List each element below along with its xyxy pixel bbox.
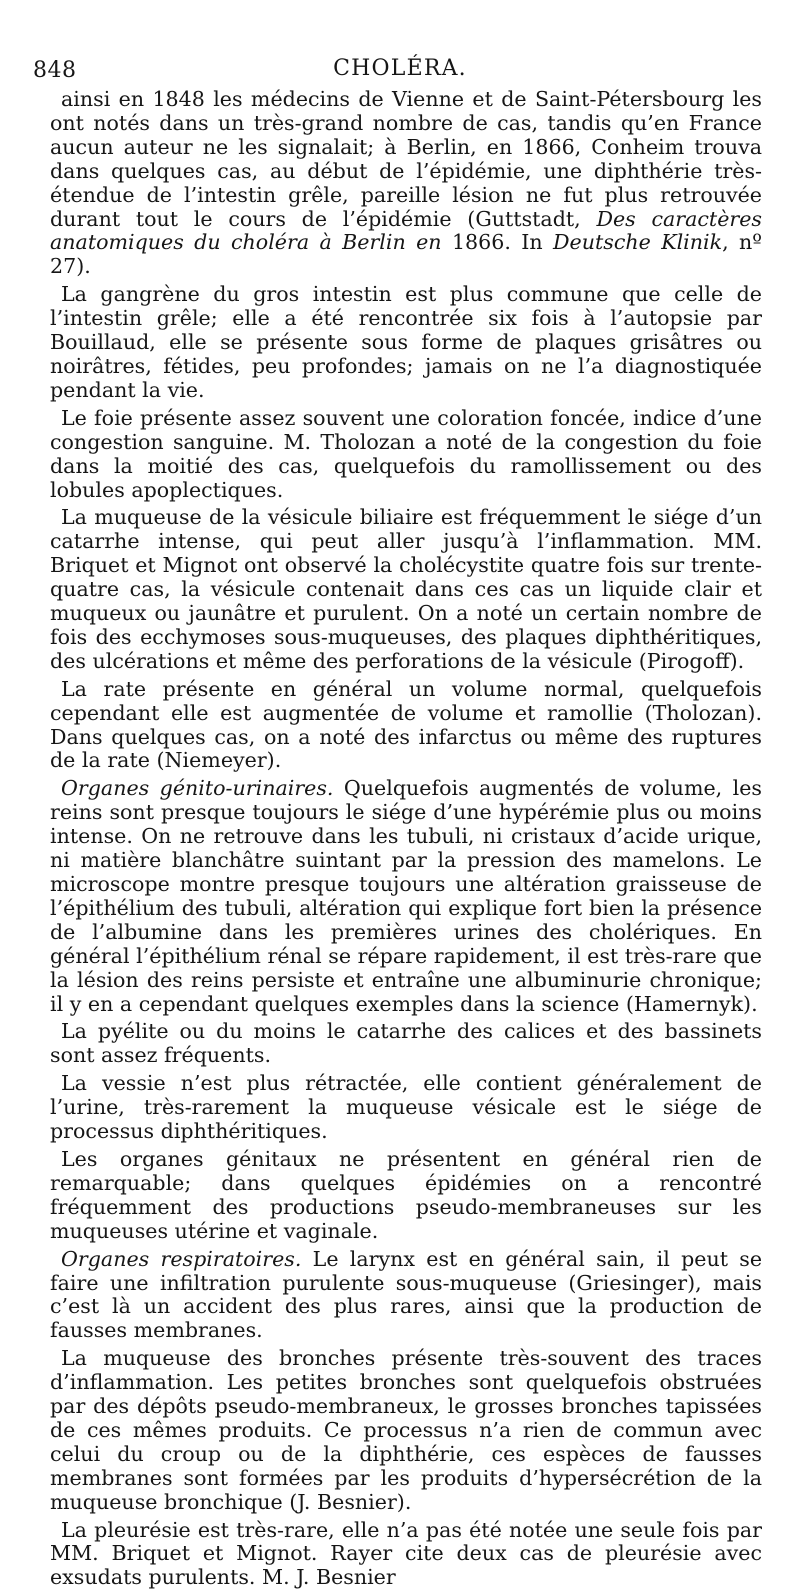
italic-reference: Des caractères anatomiques du choléra à Berlin en: [50, 206, 762, 255]
paragraph: [50, 1347, 762, 1514]
paragraph: [50, 407, 762, 503]
paragraph: [50, 1519, 762, 1591]
paragraph-text: Le larynx est en général sain, il peut se faire une infiltration purulente sous-muqueuse (Griesinger), mais c’est là un accident des plus rares, ainsi que la production de fausses membranes.: [50, 1246, 763, 1343]
paragraph-text: La muqueuse de la vésicule biliaire est fréquemment le siége d’un catarrhe intense, qui peut aller jusqu’à l’inflammation. MM. Briquet et Mignot ont observé la cholécystite quatre fois sur trente-quatre cas, la vésicule contenait dans ces cas un liquide clair et muqueux ou jaunâtre et purulent. On a noté un certain nombre de fois des ecchymoses sous-muqueuses, des plaques diphthéritiques, des ulcérations et même des perforations de la vésicule (Pirogoff).: [50, 505, 762, 673]
paragraph-text: La muqueuse des bronches présente très-souvent des traces d’inflammation. Les petites bronches sont quelquefois obstruées par des dépôts pseudo-membraneux, le grosses bronches tapissées de ces mêmes produits. Ce processus n’a rien de commun avec celui du croup ou de la diphthérie, ces espèces de fausses membranes sont formées par les produits d’hypersécrétion de la muqueuse bronchique (J. Besnier).: [50, 1346, 762, 1514]
paragraph: [50, 777, 762, 1016]
paragraph: [50, 1072, 762, 1144]
body-text: [50, 88, 762, 1594]
paragraph-text: Quelquefois augmentés de volume, les reins sont presque toujours le siége d’une hypérémie plus ou moins intense. On ne retrouve dans les tubuli, ni cristaux d’acide urique, ni matière blanchâtre suintant par la pression des mamelons. Le microscope montre presque toujours une altération graisseuse de l’épithélium des tubuli, altération qui explique fort bien la présence de l’albumine dans les premières urines des cholériques. En général l’épithélium rénal se répare rapidement, il est très-rare que la lésion des reins persiste et entraîne une albuminurie chronique; il y en a cependant quelques exemples dans la science (Hamernyk).: [50, 776, 762, 1016]
paragraph-text: ainsi en 1848 les médecins de Vienne et de Saint-Pétersbourg les ont notés dans un très-grand nombre de cas, tandis qu’en France aucun auteur ne les signalait; à Berlin, en 1866, Conheim trouva dans quelques cas, au début de l’épidémie, une diphthérie très-étendue de l’intestin grêle, pareille lésion ne fut plus retrouvée durant tout le cours de l’épidémie (Guttstadt,: [50, 87, 762, 231]
paragraph-text: Les organes génitaux ne présentent en général rien de remarquable; dans quelques épidémies on a rencontré fréquemment des productions pseudo-membraneuses sur les muqueuses utérine et vaginale.: [50, 1146, 762, 1243]
section-heading: Organes respiratoires.: [61, 1246, 302, 1271]
paragraph-text: La pleurésie est très-rare, elle n’a pas été notée une seule fois par MM. Briquet et Mignot. Rayer cite deux cas de pleurésie avec exsudats purulents. M. J. Besnier: [50, 1517, 762, 1590]
italic-reference: Deutsche Klinik: [553, 230, 723, 255]
paragraph-text: La rate présente en général un volume normal, quelquefois cependant elle est augmentée de volume et ramollie (Tholozan). Dans quelques cas, on a noté des infarctus ou même des ruptures de la rate (Niemeyer).: [50, 676, 762, 773]
paragraph: [50, 678, 762, 774]
paragraph: [50, 1148, 762, 1244]
paragraph-text: Le foie présente assez souvent une coloration foncée, indice d’une congestion sanguine. M. Tholozan a noté de la congestion du foie dans la moitié des cas, quelquefois du ramollissement ou des lobules apoplectiques.: [50, 405, 762, 502]
paragraph: [50, 88, 762, 279]
paragraph-text: La pyélite ou du moins le catarrhe des calices et des bassinets sont assez fréquents.: [50, 1019, 762, 1068]
paragraph: [50, 1020, 762, 1068]
page-number: 848: [33, 58, 77, 83]
paragraph-text: 1866. In: [441, 230, 554, 255]
paragraph: [50, 506, 762, 673]
section-heading: Organes génito-urinaires.: [61, 776, 334, 801]
paragraph-text: La gangrène du gros intestin est plus commune que celle de l’intestin grêle; elle a été rencontrée six fois à l’autopsie par Bouillaud, elle se présente sous forme de plaques grisâtres ou noirâtres, fétides, peu profondes; jamais on ne l’a diagnostiquée pendant la vie.: [50, 282, 762, 402]
paragraph-text: , nº 27).: [50, 230, 762, 279]
paragraph-text: La vessie n’est plus rétractée, elle contient généralement de l’urine, très-rarement la muqueuse vésicale est le siége de processus diphthéritiques.: [50, 1071, 762, 1144]
paragraph: [50, 1248, 762, 1344]
running-title: CHOLÉRA.: [333, 56, 467, 81]
paragraph: [50, 283, 762, 403]
